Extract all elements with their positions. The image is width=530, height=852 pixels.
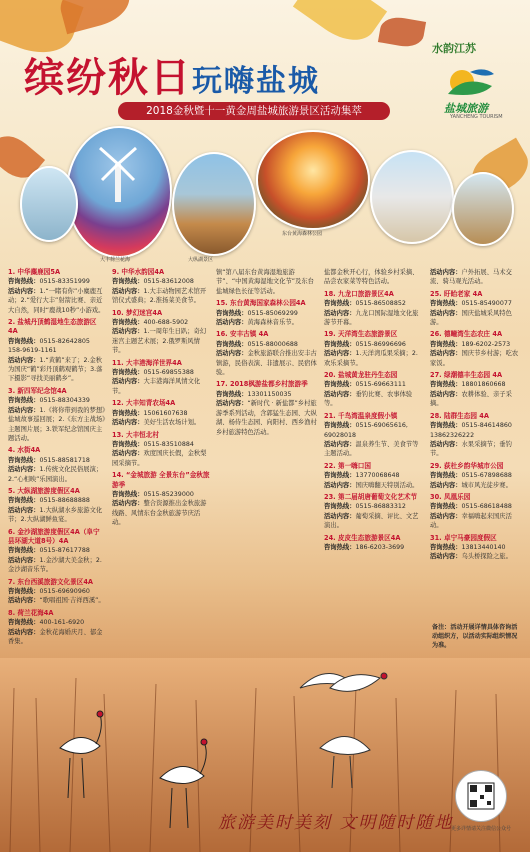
line-value: 0515-86996696 — [355, 340, 406, 348]
line-label: 咨询热线： — [8, 456, 40, 464]
activity-line — [324, 268, 424, 287]
qr-caption: 更多详情请关注微信公众号 — [450, 826, 511, 832]
line-value: 0515-88581718 — [39, 456, 90, 464]
activity-heading: 5. 大纵湖旅游度假区4A — [8, 486, 80, 495]
activity-line — [324, 481, 424, 490]
photo-forest-sunset — [256, 130, 370, 230]
line-value: 186-6203-3699 — [355, 543, 405, 551]
activity-heading: 18. 九龙口旅游景区4A — [324, 289, 394, 298]
activity-line — [8, 556, 106, 575]
line-value: 0515-69855388 — [143, 369, 194, 377]
line-label: 咨询热线： — [430, 422, 462, 430]
line-value: 金秋旅游联合推出安丰古镇游，民俗表演、非遗展示、民宿体验。 — [216, 350, 317, 377]
activity-heading: 2. 盐城丹顶鹤湿地生态旅游区4A — [8, 318, 97, 336]
activity-item — [430, 268, 524, 287]
activity-line — [8, 287, 106, 315]
line-value: “歌唱祖国·吉祥西溪”。 — [39, 597, 105, 605]
activity-line — [112, 490, 210, 499]
line-label: 咨询热线： — [8, 547, 40, 555]
line-label: 咨询热线： — [430, 300, 462, 308]
activity-item — [324, 493, 424, 531]
line-value: 13301150035 — [247, 390, 292, 398]
line-value: 农耕体验、亲子采摘。 — [430, 390, 512, 408]
activity-item — [112, 268, 210, 306]
qr-icon — [456, 771, 506, 821]
line-label: 活动内容： — [112, 328, 144, 336]
activity-heading: 31. 卓宁马豪园度假区 — [430, 533, 497, 542]
activity-line — [430, 421, 524, 440]
activity-heading: 4. 水街4A — [8, 446, 41, 455]
line-label: 咨询热线： — [324, 340, 356, 348]
activity-item — [216, 268, 318, 296]
activity-line — [8, 496, 106, 505]
column-4 — [324, 268, 424, 555]
line-value: 0515-67898688 — [461, 472, 512, 480]
line-value: 0515-88000688 — [247, 340, 298, 348]
line-value: “新时代 · 新盐都”乡村旅游季系列活动，含郭猛生态园、大纵湖、杨侍生态园、向阳村、西乡渔村乡村旅游特色活动。 — [216, 400, 317, 436]
line-value: 水果采摘节；垂钓节。 — [430, 440, 512, 458]
activity-item — [216, 380, 318, 436]
activity-heading: 7. 东台西溪旅游文化景区4A — [8, 577, 94, 586]
line-value: 0515-84614860 13862326222 — [430, 422, 512, 439]
line-label: 活动内容： — [8, 466, 40, 474]
activity-heading: 30. 凤凰乐园 — [430, 492, 471, 501]
column-3 — [216, 268, 318, 440]
activity-item — [430, 493, 524, 531]
activity-heading: 16. 安丰古镇 4A — [216, 330, 269, 339]
activity-heading: 9. 中华水韵园4A — [112, 268, 165, 276]
activity-line — [430, 471, 524, 480]
activity-line — [112, 440, 210, 449]
activity-line — [112, 318, 210, 327]
line-label: 活动内容： — [112, 287, 144, 295]
activity-item — [324, 534, 424, 553]
line-value: 国庆节乡村游；吃农家饭。 — [430, 350, 519, 367]
line-label: 咨询热线： — [8, 397, 40, 405]
activity-item — [324, 290, 424, 328]
line-label: 咨询热线： — [112, 278, 144, 286]
line-value: 镇“第八届东台黄海湿地旅游节”、“中国黄海湿地文化节”及东台盐城绿色长征等活动。 — [216, 269, 314, 295]
activity-item — [216, 330, 318, 377]
photo-temple — [370, 150, 454, 244]
line-label: 活动内容： — [8, 287, 40, 295]
line-label: 活动内容： — [430, 553, 462, 561]
activity-line — [8, 277, 106, 286]
logo-icon — [440, 64, 500, 102]
line-label: 咨询热线： — [324, 422, 356, 430]
line-label: 活动内容： — [216, 319, 248, 327]
activity-line — [324, 349, 424, 368]
activity-heading: 15. 东台黄海国家森林公园4A — [216, 299, 306, 308]
activity-heading: 26. 德疃湾生态农庄 4A — [430, 330, 503, 339]
activity-line — [112, 277, 210, 286]
activity-item — [324, 330, 424, 368]
photo-caption: 东台黄海森林公园 — [282, 231, 323, 237]
activity-line — [8, 587, 106, 596]
activity-heading: 20. 盐城黄龙驻丹生态园 — [324, 371, 398, 380]
activity-line — [324, 309, 424, 328]
line-value: 15061607638 — [143, 409, 188, 417]
line-label: 咨询热线： — [8, 278, 40, 286]
line-value: 国庆嗨翻天特别活动。 — [355, 481, 419, 489]
line-label: 活动内容： — [324, 512, 356, 520]
line-label: 咨询热线： — [324, 381, 356, 389]
line-value: 0515-82642805 158-9619-1161 — [8, 337, 90, 355]
photo-collage — [20, 122, 510, 272]
line-value: 0515-85239000 — [143, 490, 194, 498]
activity-line — [112, 409, 210, 418]
line-label: 咨询热线： — [8, 619, 40, 627]
line-label: 活动内容： — [8, 597, 40, 605]
line-value: 0515-85490077 — [461, 300, 512, 308]
line-value: 大丰港海洋风情文化节。 — [112, 378, 201, 395]
line-value: 城市风光徒步赛。 — [461, 481, 512, 489]
activity-line — [324, 471, 424, 480]
activity-item — [112, 471, 210, 527]
line-value: 400-161-6920 — [39, 619, 85, 627]
activity-line — [324, 440, 424, 459]
activity-line — [112, 418, 210, 427]
line-label: 活动内容： — [8, 356, 40, 364]
activity-line — [112, 368, 210, 377]
jiangsu-logo-text: 水韵江苏 — [432, 42, 476, 55]
line-label: 活动内容： — [216, 350, 248, 358]
line-value: 0515-88688888 — [39, 497, 90, 505]
photo-reed-lake — [172, 152, 256, 256]
activity-line — [430, 440, 524, 459]
activity-heading: 3. 新四军纪念馆4A — [8, 386, 67, 395]
line-label: 活动内容： — [430, 350, 462, 358]
activity-line — [8, 546, 106, 555]
line-value: 国庆盐城采风特色游。 — [430, 309, 512, 327]
line-label: 活动内容： — [430, 512, 462, 520]
line-label: 咨询热线： — [8, 337, 40, 345]
logo-text: 盐城旅游 — [444, 102, 488, 115]
activity-line — [430, 512, 524, 531]
activity-item — [8, 446, 106, 484]
activity-line — [430, 299, 524, 308]
line-value: 13813440140 — [461, 543, 506, 551]
activity-heading: 8. 荷兰花海4A — [8, 608, 54, 617]
line-label: 咨询热线： — [430, 503, 462, 511]
activity-line — [112, 449, 210, 468]
activity-line — [8, 406, 106, 444]
line-label: 活动内容： — [216, 400, 248, 408]
line-value: 400-688-5902 — [143, 319, 189, 327]
activity-heading: 28. 陆群生态园 4A — [430, 411, 489, 420]
line-value: 1.“一睹有你”小麋鹿互动；2.“爱行大丰”射箭比赛、亲近大自然，同时“鹿战10秒”小游戏。 — [8, 287, 105, 314]
activity-line — [8, 337, 106, 356]
activity-item — [324, 371, 424, 409]
line-label: 咨询热线： — [216, 390, 248, 398]
line-label: 活动内容： — [112, 419, 144, 427]
line-label: 咨询热线： — [216, 340, 248, 348]
activity-item — [430, 371, 524, 409]
line-label: 咨询热线： — [8, 588, 40, 595]
activity-item — [430, 330, 524, 368]
activity-item — [324, 268, 424, 287]
line-value: 0515-69690960 — [39, 588, 90, 595]
activity-line — [216, 340, 318, 349]
activity-heading: 25. 盱眙老家 4A — [430, 289, 483, 298]
activity-line — [216, 349, 318, 377]
line-label: 咨询热线： — [112, 440, 144, 448]
line-label: 咨询热线： — [324, 503, 356, 511]
activity-line — [324, 390, 424, 409]
line-label: 活动内容： — [112, 450, 144, 458]
activity-item — [112, 309, 210, 356]
line-label: 活动内容： — [324, 390, 356, 398]
line-value: 美好生活农场计划。 — [143, 419, 201, 427]
line-value: 温泉养生节、美食节等主题活动。 — [324, 440, 419, 458]
activity-heading: 19. 天洋湾生态旅游景区 — [324, 330, 398, 339]
activity-heading: 11. 大丰港海洋世界4A — [112, 358, 182, 367]
subtitle-banner: 2018金秋暨十一黄金周盐城旅游景区活动集萃 — [118, 102, 390, 120]
line-value: 0515-83612008 — [143, 278, 194, 286]
activity-line — [8, 465, 106, 484]
line-label: 咨询热线： — [430, 543, 462, 551]
activity-item — [8, 487, 106, 525]
activity-line — [430, 543, 524, 552]
activity-heading: 6. 金沙湖旅游度假区4A（阜宁县环湖大道8号）4A — [8, 527, 100, 545]
line-label: 活动内容： — [430, 390, 462, 398]
line-label: 咨询热线： — [430, 472, 462, 480]
line-value: 1.传统文化民俗展演；2.“心相映”乐园演出。 — [8, 466, 103, 483]
activity-line — [324, 421, 424, 440]
activity-heading: 24. 皮皮生态旅游景区4A — [324, 533, 401, 542]
yancheng-tourism-logo — [440, 64, 514, 118]
line-value: 0515-88304339 — [39, 397, 90, 405]
photo-village — [452, 172, 514, 246]
line-label: 活动内容： — [8, 406, 40, 414]
activity-item — [112, 359, 210, 397]
line-value: 整合资源推出金秋旅游线路、风情东台金秋旅游节庆活动。 — [112, 500, 207, 527]
activity-line — [430, 268, 524, 287]
activity-line — [216, 268, 318, 296]
activity-line — [216, 390, 318, 399]
line-value: 欢度国庆长假，金秋梨园采摘节。 — [112, 450, 207, 467]
remark-note: 备注：活动开展详情具体咨询活动组织方，以活动实际组织情况为准。 — [432, 624, 518, 649]
windmill-icon — [98, 144, 138, 204]
photo-caption: 大纵湖景区 — [188, 257, 214, 263]
column-5 — [430, 268, 524, 565]
line-label: 活动内容： — [430, 309, 462, 317]
line-label: 活动内容： — [430, 481, 462, 489]
column-1 — [8, 268, 106, 649]
line-label: 咨询热线： — [324, 472, 356, 480]
line-label: 活动内容： — [8, 556, 40, 564]
activity-line — [8, 506, 106, 525]
activity-line — [324, 543, 424, 552]
activity-line — [430, 502, 524, 511]
line-label: 活动内容： — [112, 378, 144, 386]
activity-line — [430, 390, 524, 409]
line-value: 0515-86508852 — [355, 300, 406, 308]
activity-line — [430, 309, 524, 328]
activity-line — [8, 396, 106, 405]
activity-line — [430, 552, 524, 561]
line-value: 1.大丰动物园艺术馆开馆仪式盛典；2.淮扬菜美食节。 — [112, 287, 207, 305]
activity-line — [216, 318, 318, 327]
activity-item — [8, 387, 106, 443]
qr-code — [455, 770, 507, 822]
activity-line — [112, 327, 210, 355]
column-2 — [112, 268, 210, 531]
line-value: 189-6202-2573 — [461, 340, 511, 348]
line-value: 0515-83510884 — [143, 440, 194, 448]
line-label: 咨询热线： — [324, 300, 356, 308]
line-value: 金秋花海婚庆月、郁金香集。 — [8, 628, 103, 646]
activity-heading: 22. 第一嗨口国 — [324, 461, 371, 470]
line-label: 活动内容： — [324, 481, 356, 489]
activity-line — [8, 356, 106, 384]
activity-line — [324, 380, 424, 389]
photo-crane — [20, 166, 78, 242]
line-value: 1.天洋湾瓜果采摘；2.欢乐采摘节。 — [324, 350, 418, 367]
line-value: 0515-86883312 — [355, 503, 406, 511]
activity-heading: 13. 大丰恒北村 — [112, 430, 159, 439]
line-value: 0515-85069299 — [247, 309, 298, 317]
activity-line — [8, 596, 106, 605]
line-value: 户外拓展、马术交流、骑马观光活动。 — [430, 269, 512, 286]
activity-heading: 17. 2018枫游盐都乡村旅游季 — [216, 380, 308, 389]
line-label: 咨询热线： — [8, 497, 40, 505]
line-label: 活动内容： — [8, 628, 40, 636]
line-value: 0515-87617788 — [39, 547, 90, 555]
line-label: 活动内容： — [324, 309, 356, 317]
activity-line — [112, 377, 210, 396]
activity-item — [8, 578, 106, 606]
activity-line — [324, 512, 424, 531]
line-label: 活动内容： — [324, 440, 356, 448]
line-value: 0515-68618488 — [461, 503, 512, 511]
line-label: 咨询热线： — [430, 340, 462, 348]
line-value: 幸福嗨起来国庆活动。 — [430, 512, 512, 530]
activity-item — [112, 431, 210, 469]
activity-item — [8, 268, 106, 315]
line-value: 18801860668 — [461, 381, 506, 389]
activity-item — [430, 290, 524, 328]
line-value: 1.大纵湖水乡旅游文化节；2.大纵湖鲜鱼宴。 — [8, 506, 103, 524]
activity-item — [112, 399, 210, 427]
activity-item — [430, 534, 524, 562]
activity-line — [216, 399, 318, 437]
activity-item — [430, 412, 524, 459]
line-value: 0515-69065616, 69028018 — [324, 422, 408, 439]
activity-heading: 1. 中华麋鹿园5A — [8, 268, 61, 276]
line-value: 1.《将你带到我的梦想》盐城故事巡回展；2.《东方主战场》主题图片展；3.铁军纪念馆国庆主题活动。 — [8, 406, 106, 442]
activity-heading: 23. 第二届胡唐葡萄文化艺术节 — [324, 492, 418, 501]
activity-heading: 27. 绿潮德丰生态园 4A — [430, 371, 503, 380]
line-label: 活动内容： — [430, 440, 462, 448]
poster-title — [24, 46, 320, 103]
line-label: 活动内容： — [8, 506, 40, 514]
line-label: 咨询热线： — [112, 369, 144, 377]
activity-line — [112, 287, 210, 306]
line-value: 九龙口国际湿地文化旅游节开幕。 — [324, 309, 419, 327]
line-value: 乌头桥探险之旅。 — [461, 553, 512, 561]
line-value: 1.一周年生日趴；奇幻迷宫主题艺术展；2.俄罗斯风情节。 — [112, 328, 207, 355]
activity-heading: 29. 荻杜乡韵华城市公园 — [430, 461, 504, 470]
line-value: 1.“黄鹤”来了；2.金秋为国庆“鹤”彩丹顶鹤观鹤节；3.落下摄影“寻找美丽鹤乡”。 — [8, 356, 103, 383]
line-value: 垂钓比赛、农事体验等。 — [324, 390, 413, 408]
line-value: 葡萄采摘、评比、文艺演出。 — [324, 512, 419, 530]
activity-heading: 21. 千鸟湾温泉度假小镇 — [324, 411, 398, 420]
activity-item — [324, 462, 424, 490]
line-label: 咨询热线： — [112, 319, 144, 327]
line-label: 活动内容： — [324, 350, 356, 358]
line-value: 0515-69663111 — [355, 381, 406, 389]
activity-line — [112, 499, 210, 527]
activity-line — [8, 456, 106, 465]
line-value: 黄海森林音乐节。 — [247, 319, 298, 327]
activity-heading: 12. 大丰知青农场4A — [112, 399, 176, 408]
title-part2: 玩嗨盐城 — [192, 64, 320, 99]
line-value: 盐都金秋开心行，体验乡村采摘、品尝农家菜等特色活动。 — [324, 269, 419, 286]
line-label: 咨询热线： — [112, 490, 144, 498]
logo-subtext: YANCHENG TOURISM — [450, 114, 503, 120]
line-value: 13770068648 — [355, 472, 400, 480]
line-label: 活动内容： — [112, 500, 144, 508]
activity-line — [8, 618, 106, 627]
line-label: 咨询热线： — [112, 409, 144, 417]
photo-caption: 大丰荷兰花海 — [100, 257, 131, 263]
activity-line — [430, 481, 524, 490]
activity-heading: 14. “金城旅游 全景东台”金秋旅游季 — [112, 471, 210, 489]
activity-line — [324, 340, 424, 349]
line-value: 1.金沙湖大美金秋；2.金沙湖音乐节。 — [8, 556, 102, 574]
line-value: 0515-83351999 — [39, 278, 90, 286]
activity-line — [324, 502, 424, 511]
activity-line — [430, 340, 524, 349]
line-label: 咨询热线： — [430, 381, 462, 389]
activity-line — [430, 349, 524, 368]
line-label: 咨询热线： — [324, 543, 356, 551]
activity-item — [216, 299, 318, 327]
activity-item — [324, 412, 424, 459]
activity-item — [430, 462, 524, 490]
line-label: 咨询热线： — [216, 309, 248, 317]
activity-line — [430, 380, 524, 389]
line-label: 活动内容： — [430, 269, 462, 276]
title-part1: 缤纷秋日 — [24, 54, 192, 101]
activity-heading: 10. 梦幻迷宫4A — [112, 308, 163, 317]
footer-slogan: 旅游美时美刻 文明随时随地 — [218, 813, 454, 833]
activity-item — [8, 318, 106, 384]
activity-line — [324, 299, 424, 308]
activity-item — [8, 528, 106, 575]
activity-line — [216, 309, 318, 318]
